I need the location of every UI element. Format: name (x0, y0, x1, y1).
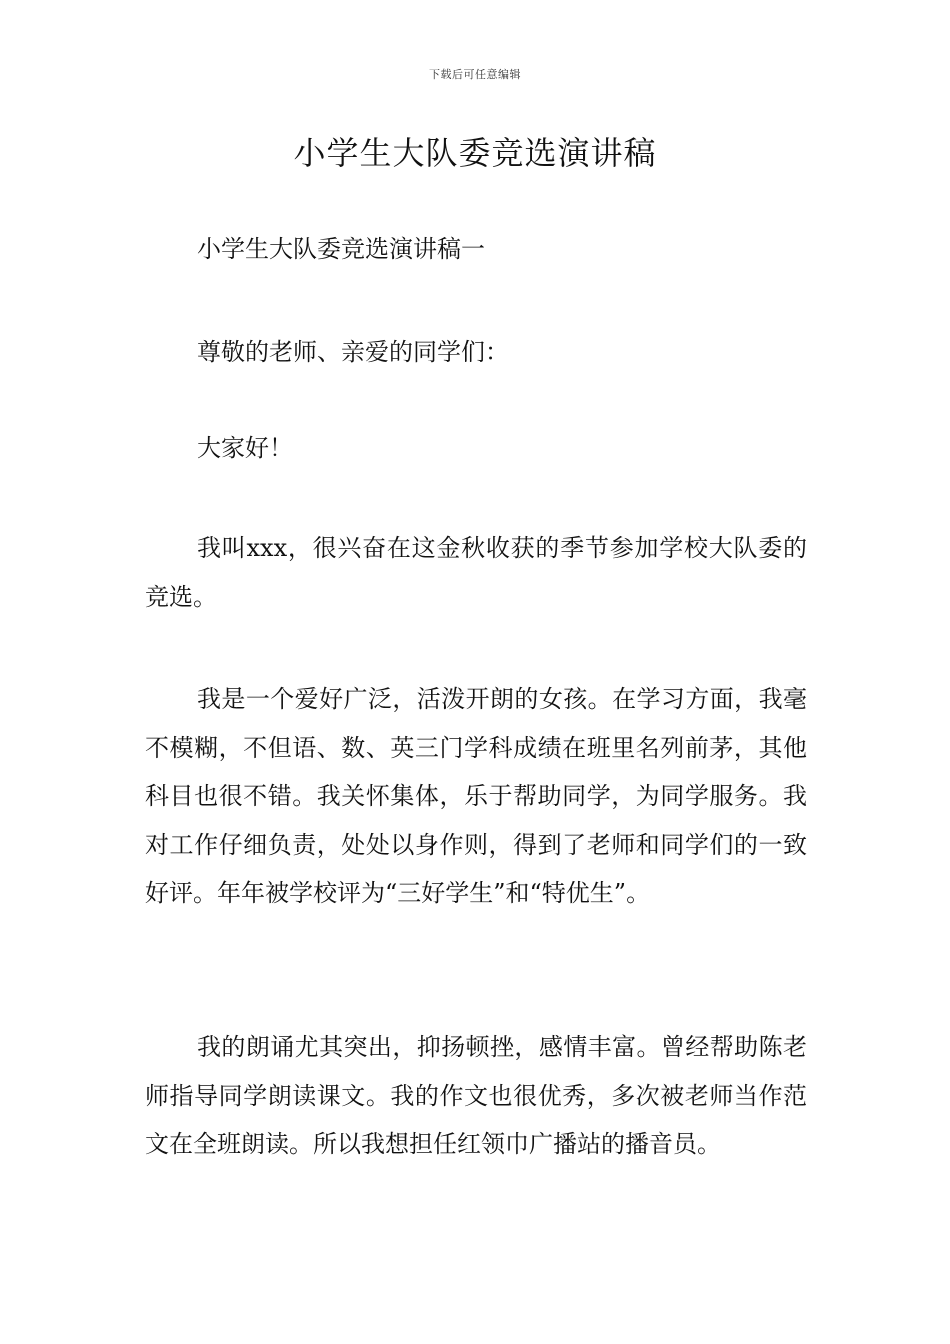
hello-line: 大家好！ (197, 434, 293, 462)
header-note: 下载后可任意编辑 (429, 68, 521, 81)
paragraph-3: 我的朗诵尤其突出，抑扬顿挫，感情丰富。曾经帮助陈老师指导同学朗读课文。我的作文也很优秀，多次被老师当作范文在全班朗读。所以我想担任红领巾广播站的播音员。 (145, 1033, 807, 1158)
greeting-line: 尊敬的老师、亲爱的同学们： (197, 338, 509, 366)
document-title: 小学生大队委竞选演讲稿 (293, 134, 657, 172)
paragraph-1: 我叫xxx，很兴奋在这金秋收获的季节参加学校大队委的竞选。 (145, 534, 807, 611)
section-subtitle: 小学生大队委竞选演讲稿一 (197, 235, 485, 263)
paragraph-2: 我是一个爱好广泛，活泼开朗的女孩。在学习方面，我毫不模糊，不但语、数、英三门学科成绩在班里名列前茅，其他科目也很不错。我关怀集体，乐于帮助同学，为同学服务。我对工作仔细负责，处处以身作则，得到了老师和同学们的一致好评。年年被学校评为“三好学生”和“特优生”。 (145, 685, 807, 907)
